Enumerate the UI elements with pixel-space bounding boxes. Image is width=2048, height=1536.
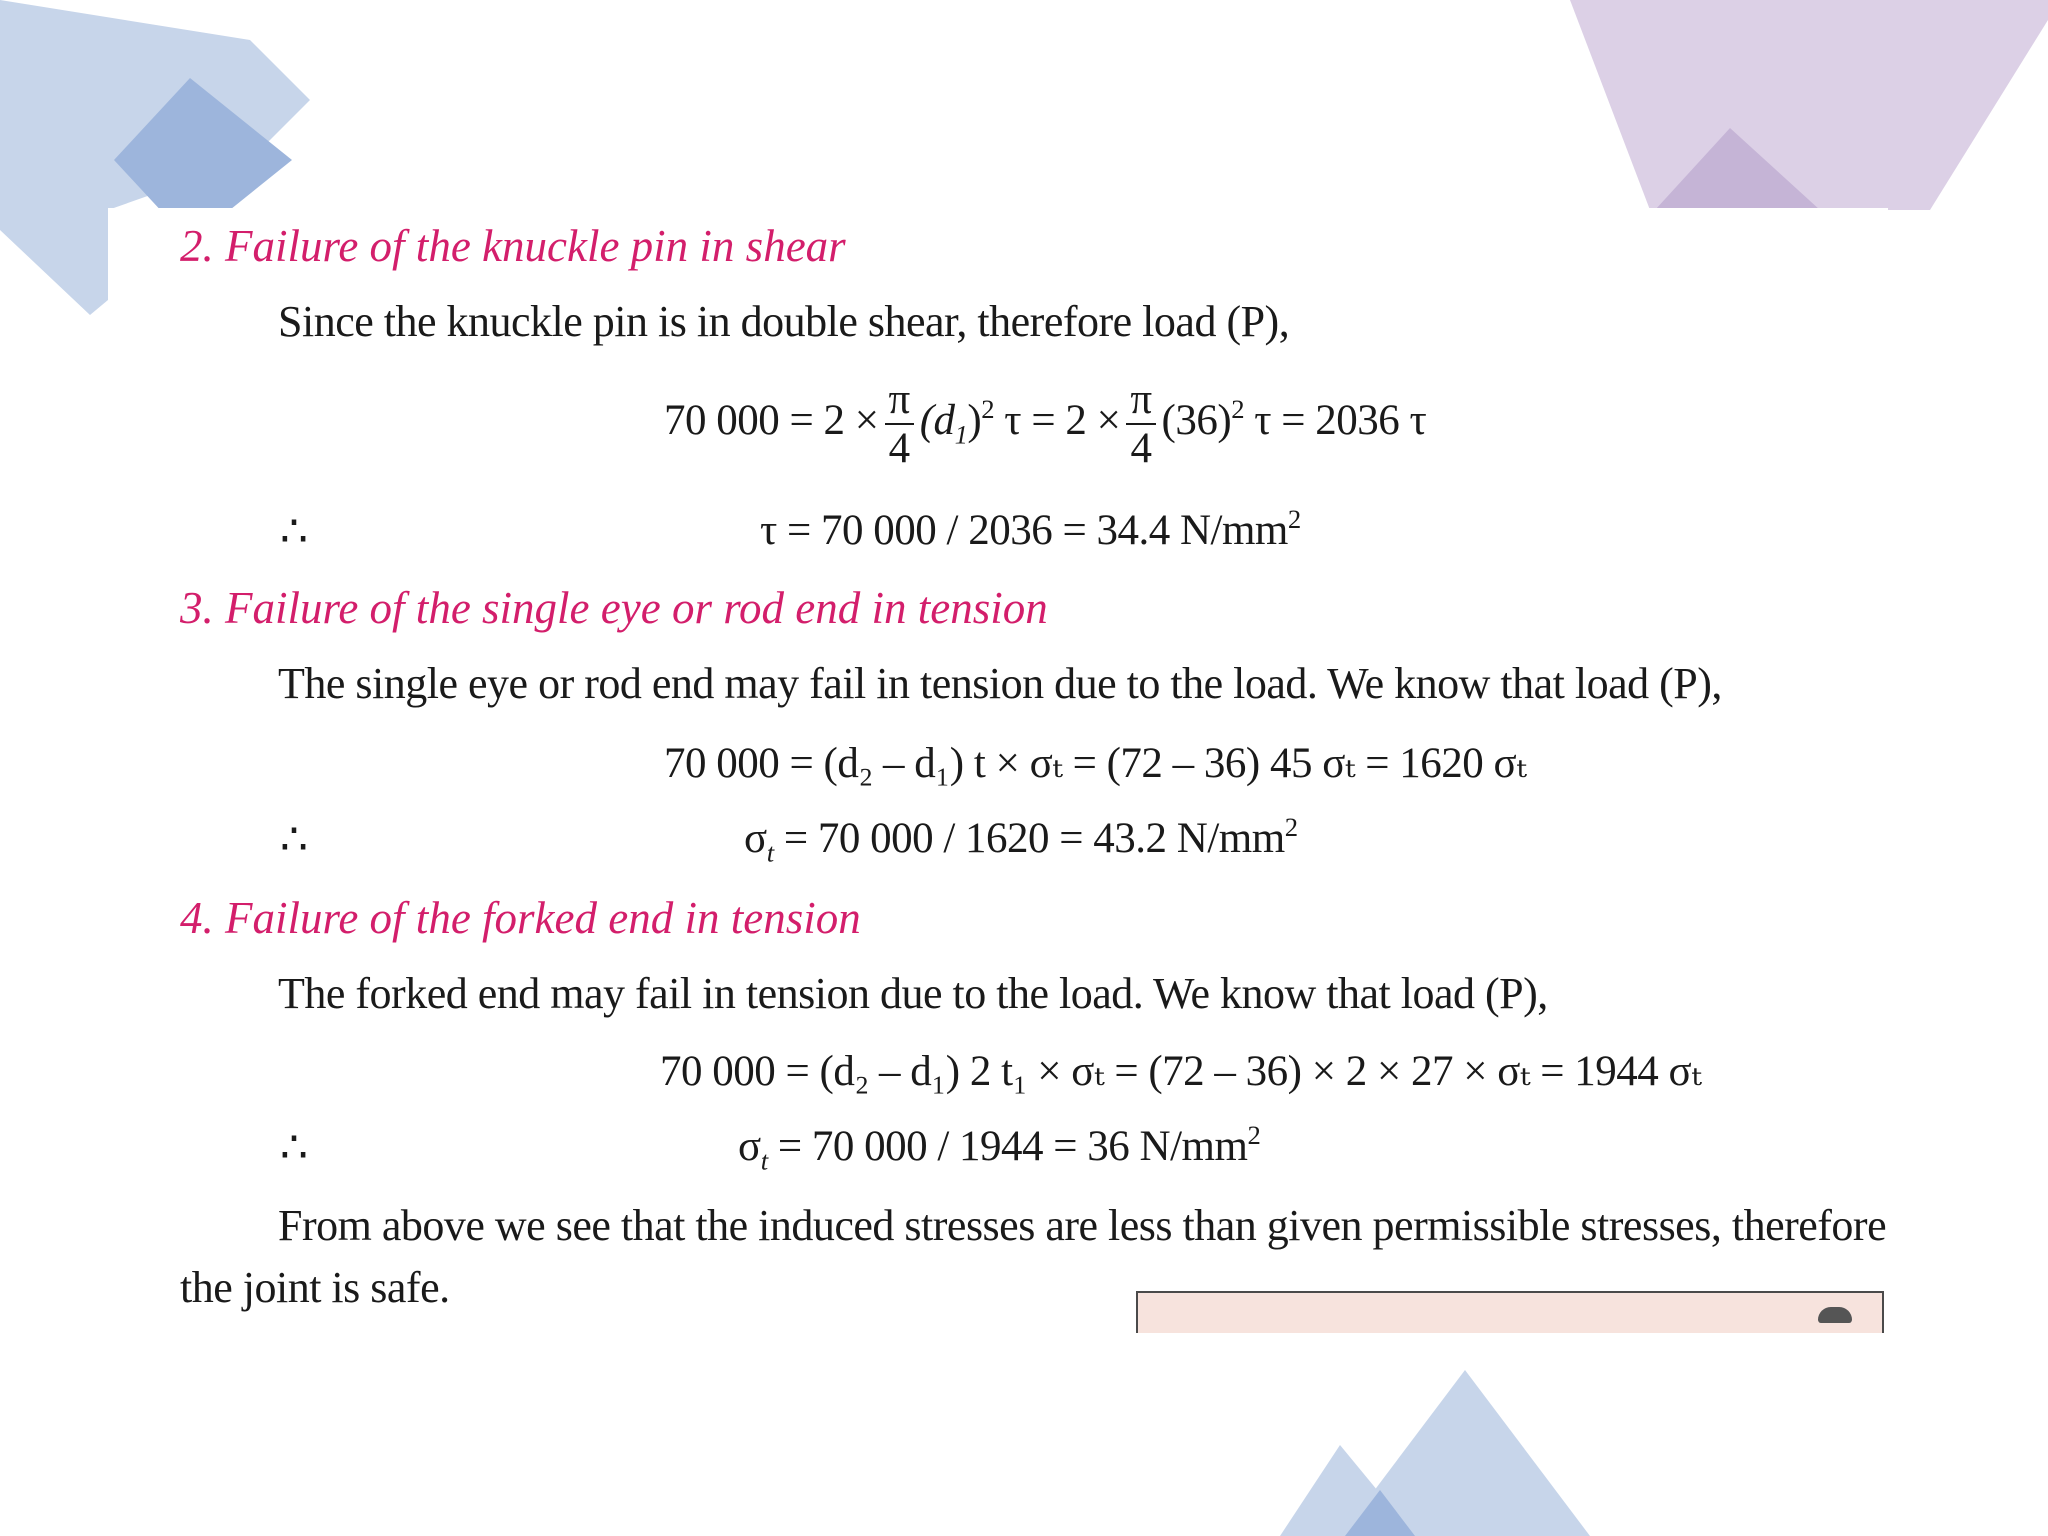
equation-shear-stress-result: τ = 70 000 / 2036 = 34.4 $N/mm^2$: [760, 504, 1301, 554]
partial-figure-box: [1136, 1291, 1884, 1333]
partial-figure-graphic: [1818, 1307, 1852, 1323]
section-intro-knuckle-pin: Since the knuckle pin is in double shear, therefore load (P),: [278, 297, 1290, 346]
document-page: [108, 208, 1888, 1328]
fraction-pi-over-4: $\frac{\pi}{4}$: [885, 376, 914, 473]
equation-forked-end-load: 70 000 = (d₂ – d₁) 2 t₁ × σₜ = (72 – 36) × 2 × 27 × σₜ = 1944 σₜ: [660, 1048, 1702, 1095]
section-intro-single-eye: The single eye or rod end may fail in tension due to the load. We know that load (P),: [278, 659, 1722, 708]
conclusion-line-1: From above we see that the induced stresses are less than given permissible stresses, therefore: [278, 1201, 1887, 1250]
section-intro-forked-end: The forked end may fail in tension due to the load. We know that load (P),: [278, 969, 1548, 1018]
equation-forked-end-stress-result: $\sigma_t = 70$ 000 / 1944 = 36 $N/mm^2$: [738, 1120, 1261, 1176]
equation-knuckle-pin-load: 70 000 = 2 × $\frac{\pi}{4}$ $(d_1)^2$ τ = 2 × $\frac{\pi}{4}$ $(36)^2$ τ = 2036 τ: [664, 376, 1427, 473]
equation-single-eye-load: 70 000 = (d₂ – d₁) t × σₜ = (72 – 36) 45 σₜ = 1620 σₜ: [664, 740, 1527, 787]
fraction-pi-over-4-second: $\frac{\pi}{4}$: [1126, 376, 1155, 473]
therefore-symbol: ∴: [280, 507, 308, 556]
conclusion-line-2: the joint is safe.: [180, 1263, 450, 1312]
eq-lhs: 70 000 = 2 ×: [664, 397, 879, 445]
section-heading-knuckle-pin-shear: 2. Failure of the knuckle pin in shear: [180, 221, 846, 271]
therefore-symbol: ∴: [280, 815, 308, 864]
equation-single-eye-stress-result: $\sigma_t = 70$ 000 / 1620 = 43.2 $N/mm^2$: [744, 812, 1298, 868]
section-heading-forked-end-tension: 4. Failure of the forked end in tension: [180, 893, 861, 943]
deco-top-right-shape: [1570, 0, 2048, 210]
therefore-symbol: ∴: [280, 1123, 308, 1172]
section-heading-single-eye-tension: 3. Failure of the single eye or rod end in tension: [180, 583, 1048, 633]
